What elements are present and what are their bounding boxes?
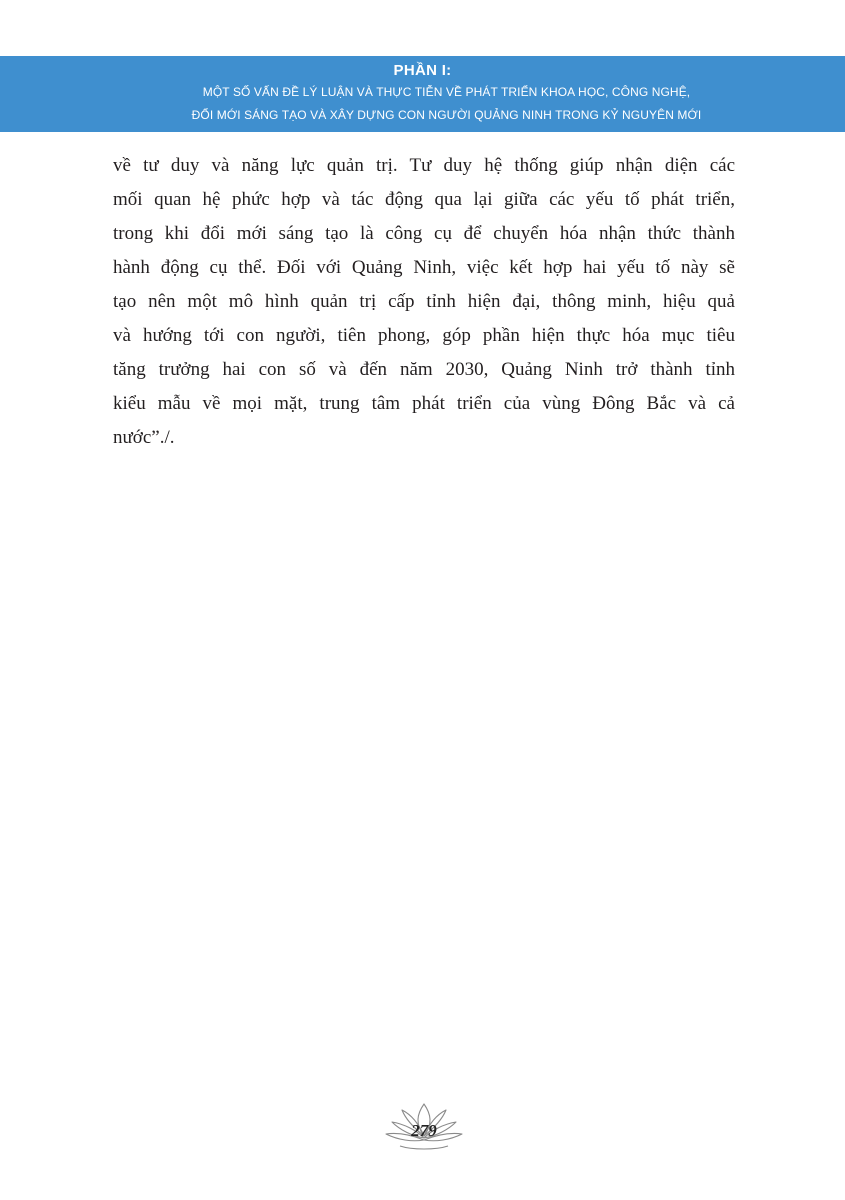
body-line: hành động cụ thể. Đối với Quảng Ninh, việc kết hợp hai yếu tố này sẽ (113, 257, 735, 278)
body-line: trong khi đổi mới sáng tạo là công cụ để chuyển hóa nhận thức thành (113, 223, 735, 244)
body-paragraph (113, 149, 735, 455)
page-number: 279 (411, 1121, 437, 1140)
page-number-ornament (382, 1098, 466, 1158)
body-line: tăng trưởng hai con số và đến năm 2030, Quảng Ninh trở thành tỉnh (113, 359, 735, 380)
part-subtitle-line-1: MỘT SỐ VẤN ĐỀ LÝ LUẬN VÀ THỰC TIỄN VỀ PHÁT TRIỂN KHOA HỌC, CÔNG NGHỆ, (202, 85, 691, 99)
body-line: mối quan hệ phức hợp và tác động qua lại giữa các yếu tố phát triển, (113, 189, 735, 210)
body-line: kiểu mẫu về mọi mặt, trung tâm phát triển của vùng Đông Bắc và cả (113, 393, 735, 414)
chapter-header-band (0, 56, 845, 132)
body-line: về tư duy và năng lực quản trị. Tư duy hệ thống giúp nhận diện các (113, 155, 735, 176)
part-title: PHẦN I: (393, 62, 452, 79)
body-line: nước”./. (113, 427, 175, 448)
body-line: tạo nên một mô hình quản trị cấp tỉnh hiện đại, thông minh, hiệu quả (113, 291, 735, 312)
body-line: và hướng tới con người, tiên phong, góp phần hiện thực hóa mục tiêu (113, 325, 735, 346)
part-subtitle-line-2: ĐỔI MỚI SÁNG TẠO VÀ XÂY DỰNG CON NGƯỜI QUẢNG NINH TRONG KỶ NGUYÊN MỚI (191, 108, 702, 122)
